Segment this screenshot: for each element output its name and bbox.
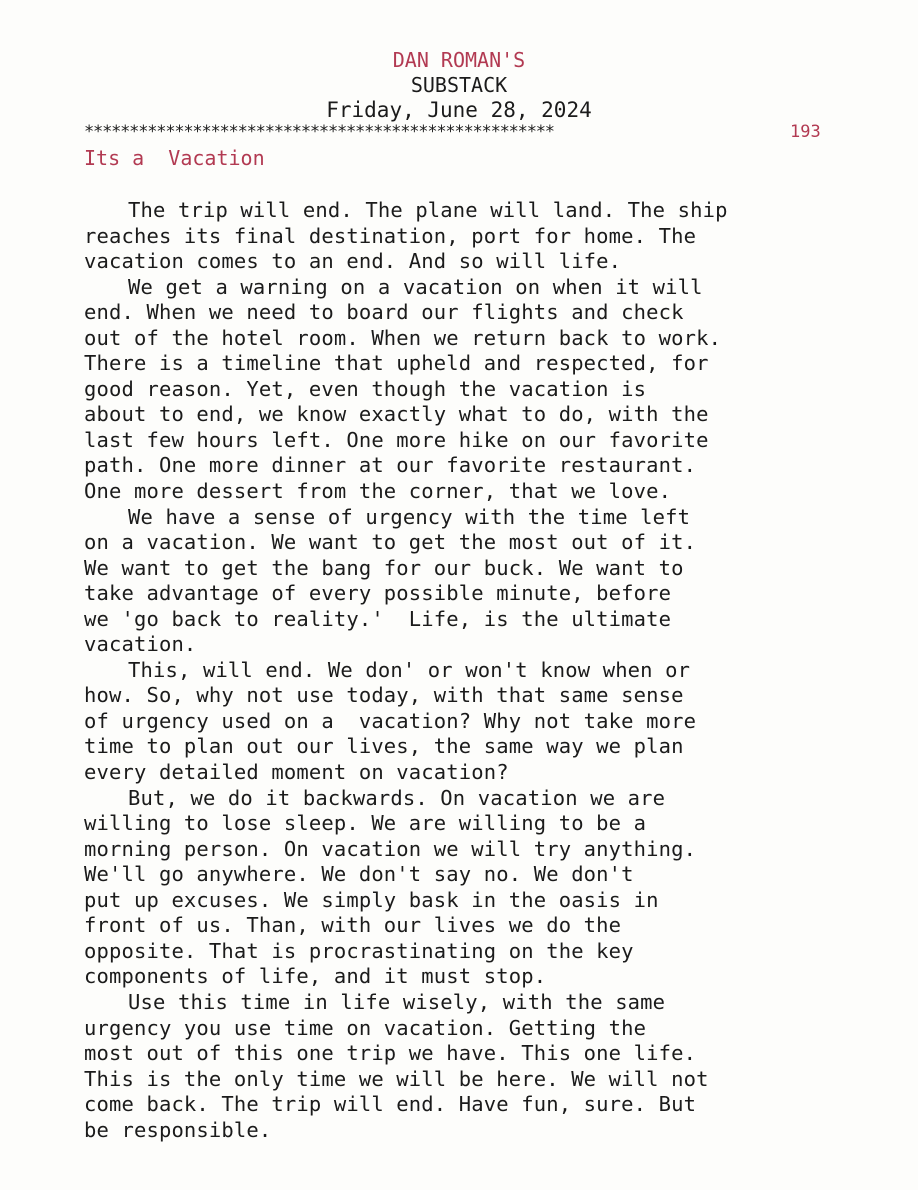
body-line: take advantage of every possible minute, before (84, 581, 672, 606)
body-line: come back. The trip will end. Have fun, sure. But (84, 1092, 697, 1117)
body-line: put up excuses. We simply bask in the oasis in (84, 887, 659, 912)
body-line: vacation. (84, 632, 197, 657)
body-line: This, will end. We don' or won't know when or (128, 657, 691, 682)
body-line: But, we do it backwards. On vacation we are (128, 785, 666, 810)
body-line: on a vacation. We want to get the most out of it. (84, 530, 697, 555)
body-line: Use this time in life wisely, with the same (128, 989, 666, 1014)
body-line: about to end, we know exactly what to do, with the (84, 402, 709, 427)
body-line: be responsible. (84, 1117, 272, 1142)
body-line: reaches its final destination, port for home. The (84, 223, 697, 248)
body-line: We have a sense of urgency with the time left (128, 504, 691, 529)
body-line: One more dessert from the corner, that we love. (84, 479, 672, 504)
body-line: We want to get the bang for our buck. We want to (84, 555, 684, 580)
body-line: We get a warning on a vacation on when it will (128, 274, 703, 299)
body-line: every detailed moment on vacation? (84, 760, 509, 785)
date-heading: Friday, June 28, 2024 (326, 98, 592, 122)
body-line: end. When we need to board our flights and check (84, 300, 684, 325)
body-line: path. One more dinner at our favorite restaurant. (84, 453, 697, 478)
body-line: components of life, and it must stop. (84, 964, 547, 989)
body-line: we 'go back to reality.' Life, is the ultimate (84, 606, 672, 631)
body-line: time to plan out our lives, the same way we plan (84, 734, 684, 759)
body-line: morning person. On vacation we will try anything. (84, 836, 697, 861)
body-text (84, 198, 874, 1143)
body-line: vacation comes to an end. And so will life. (84, 249, 622, 274)
body-line: urgency you use time on vacation. Getting the (84, 1015, 647, 1040)
body-line: opposite. That is procrastinating on the key (84, 938, 634, 963)
publication-heading: SUBSTACK (410, 73, 508, 97)
issue-number: 193 (790, 122, 821, 142)
body-line: of urgency used on a vacation? Why not take more (84, 708, 697, 733)
body-line: The trip will end. The plane will land. The ship (128, 198, 728, 222)
body-line: There is a timeline that upheld and respected, for (84, 351, 709, 376)
body-line: most out of this one trip we have. This one life. (84, 1041, 697, 1066)
author-heading: DAN ROMAN'S (392, 48, 526, 72)
body-line: This is the only time we will be here. We will not (84, 1066, 709, 1091)
star-divider: **************************************************** (84, 122, 554, 142)
body-line: how. So, why not use today, with that same sense (84, 683, 684, 708)
body-line: good reason. Yet, even though the vacation is (84, 376, 647, 401)
body-line: We'll go anywhere. We don't say no. We don't (84, 862, 634, 887)
body-line: willing to lose sleep. We are willing to be a (84, 811, 647, 836)
body-line: front of us. Than, with our lives we do the (84, 913, 622, 938)
post-title: Its a Vacation (84, 146, 265, 170)
body-line: last few hours left. One more hike on our favorite (84, 427, 709, 452)
body-line: out of the hotel room. When we return back to work. (84, 325, 722, 350)
